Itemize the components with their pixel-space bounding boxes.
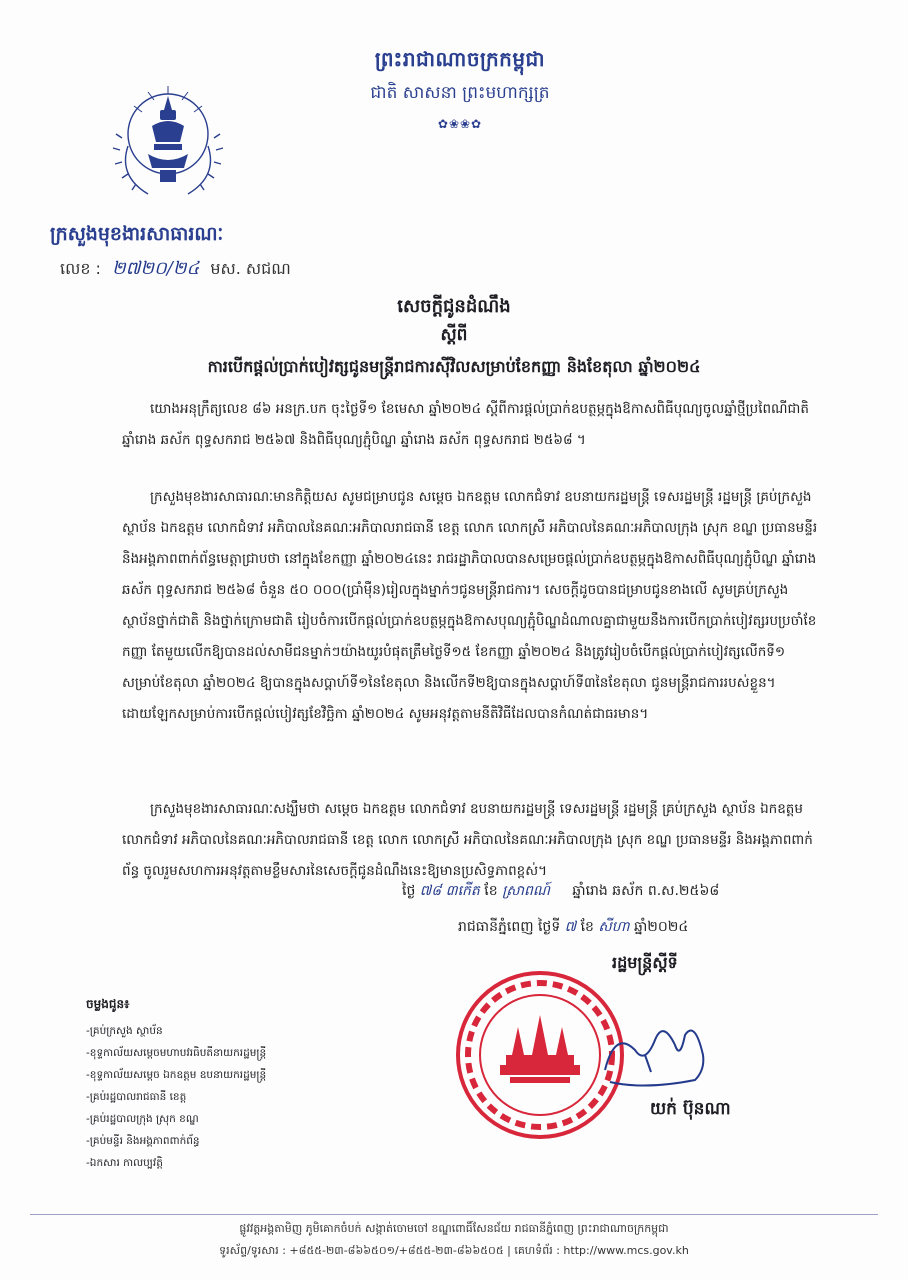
cc-item: -គ្រប់មន្ទីរ និងអង្គភាពពាក់ព័ន្ធ xyxy=(86,1135,200,1147)
notice-subject-label: ស្តីពី xyxy=(440,325,468,345)
kingdom-header xyxy=(330,46,590,131)
footer-divider xyxy=(30,1214,878,1215)
footer-address: ផ្លូវវត្តអង្គតាមិញ ភូមិគោកចំបក់ សង្កាត់ចោមចៅ ខណ្ឌពោធិ៍សែនជ័យ រាជធានីភ្នំពេញ ព្រះរាជាណាចក្រកម្ពុជា xyxy=(239,1222,669,1235)
reference-number xyxy=(60,256,291,283)
lunar-year: ឆ្នាំរោង ឆស័ក ព.ស.២៥៦៨ xyxy=(572,883,720,899)
header-ornament: ✿❀❀✿ xyxy=(437,117,483,131)
cc-item: -ឯកសារ កាលប្បវត្តិ xyxy=(86,1157,163,1169)
cc-title: ចម្លងជូន៖ xyxy=(86,997,130,1011)
reference-suffix: មស. សជណ xyxy=(210,259,291,278)
solar-month: សីហា xyxy=(598,919,630,935)
lunar-month-prefix: ខែ xyxy=(484,883,498,899)
paragraph-reference xyxy=(122,394,822,456)
lunar-month: ស្រាពណ៍ xyxy=(502,883,550,899)
signatory-title: រដ្ឋមន្ត្រីស្តីទី xyxy=(612,953,678,972)
footer-contact: ទូរស័ព្ទ/ទូរសារ : +៨៥៥-២៣-៨៦៦៥០១/+៨៥៥-២៣-៨៦៦៥០៥ | គេហទំព័រ : http://www.mcs.gov.kh xyxy=(219,1244,689,1257)
cc-item: -គ្រប់រដ្ឋបាលក្រុង ស្រុក ខណ្ឌ xyxy=(86,1113,199,1125)
reference-label: លេខ : xyxy=(60,259,101,278)
cc-item: -ខុទ្ទកាល័យសម្តេច ឯកឧត្តម ឧបនាយករដ្ឋមន្ត្រី xyxy=(86,1069,267,1081)
notice-subject: ការបើកផ្តល់ប្រាក់បៀវត្សជូនមន្ត្រីរាជការស៊ីវិលសម្រាប់ខែកញ្ញា និងខែតុលា ឆ្នាំ២០២៤ xyxy=(207,357,701,376)
nation-line: ជាតិ សាសនា ព្រះមហាក្សត្រ xyxy=(370,83,550,103)
cc-item: -ខុទ្ទកាល័យសម្តេចមហាបវរធិបតីនាយករដ្ឋមន្ត្រី xyxy=(86,1047,267,1059)
handwritten-signature-icon xyxy=(585,1010,725,1100)
solar-date xyxy=(458,917,688,938)
paragraph-closing xyxy=(122,794,822,887)
reference-handwritten-number: ២៧២០/២៤ xyxy=(112,258,200,279)
cc-list xyxy=(86,1020,266,1174)
paragraph-main xyxy=(122,482,822,730)
paragraph-1-text: យោងអនុក្រឹត្យលេខ ៨៦ អនក្រ.បក ចុះថ្ងៃទី១ ខែមេសា ឆ្នាំ២០២៤ ស្តីពីការផ្តល់ប្រាក់ឧបត្ថម្ភក្នុងឱកាសពិធីបុណ្យចូលឆ្នាំថ្មីប្រពៃណីជាតិ ឆ្នាំរោង ឆស័ក ពុទ្ធសករាជ ២៥៦៧ និងពិធីបុណ្យភ្ជុំបិណ្ឌ ឆ្នាំរោង ឆស័ក ពុទ្ធសករាជ ២៥៦៨ ។ xyxy=(122,401,809,448)
lunar-day: ៧៨ ៣កើត xyxy=(419,883,480,899)
kingdom-line: ព្រះរាជាណាចក្រកម្ពុជា xyxy=(374,47,546,71)
lunar-prefix: ថ្ងៃ xyxy=(402,883,416,899)
ministry-name: ក្រសួងមុខងារសាធារណៈ xyxy=(50,223,224,245)
notice-title: សេចក្តីជូនដំណឹង xyxy=(397,296,511,317)
paragraph-2-text: ក្រសួងមុខងារសាធារណៈមានកិត្តិយស សូមជម្រាបជូន សម្តេច ឯកឧត្តម លោកជំទាវ ឧបនាយករដ្ឋមន្ត្រី ទេសរដ្ឋមន្ត្រី រដ្ឋមន្ត្រី គ្រប់ក្រសួង ស្ថាប័ន ឯកឧត្តម លោកជំទាវ អភិបាលនៃគណៈអភិបាលរាជធានី ខេត្ត លោក លោកស្រី អភិបាលនៃគណៈអភិបាលក្រុង ស្រុក ខណ្ឌ ប្រធានមន្ទីរ និងអង្គភាពពាក់ព័ន្ធមេត្តាជ្រាបថា នៅក្នុងខែកញ្ញា ឆ្នាំ២០២៤នេះ រាជរដ្ឋាភិបាលបានសម្រេចផ្តល់ប្រាក់ឧបត្ថម្ភក្នុងឱកាសពិធីបុណ្យភ្ជុំបិណ្ឌ ឆ្នាំរោង ឆស័ក ពុទ្ធសករាជ ២៥៦៨ ចំនួន ៥០ ០០០(ប្រាំម៉ឺន)រៀលក្នុងម្នាក់ៗជូនមន្ត្រីរាជការ។ សេចក្តីដូចបានជម្រាបជូនខាងលើ សូមគ្រប់ក្រសួង ស្ថាប័នថ្នាក់ជាតិ និងថ្នាក់ក្រោមជាតិ រៀបចំការបើកផ្តល់ប្រាក់ឧបត្ថម្ភក្នុងឱកាសបុណ្យភ្ជុំបិណ្ឌដំណាលគ្នាជាមួយនឹងការបើកប្រាក់បៀវត្សរបប្រចាំខែកញ្ញា តែមួយលើកឱ្យបានដល់សាមីជនម្នាក់ៗយ៉ាងយូរបំផុតត្រឹមថ្ងៃទី១៥ ខែកញ្ញា ឆ្នាំ២០២៤ និងត្រូវរៀបចំបើកផ្តល់ប្រាក់បៀវត្សលើកទី១ សម្រាប់ខែតុលា ឆ្នាំ២០២៤ ឱ្យបានក្នុងសប្តាហ៍ទី១នៃខែតុលា និងលើកទី២ឱ្យបានក្នុងសប្តាហ៍ទី៣នៃខែតុលា ជូនមន្ត្រីរាជការរបស់ខ្លួន។ ដោយឡែកសម្រាប់ការបើកផ្តល់បៀវត្សខែវិច្ឆិកា ឆ្នាំ២០២៤ សូមអនុវត្តតាមនីតិវិធីដែលបានកំណត់ជាធរមាន។ xyxy=(122,489,818,722)
royal-emblem-icon xyxy=(108,76,228,206)
solar-month-prefix: ខែ xyxy=(580,919,594,935)
lunar-date xyxy=(402,881,719,902)
cc-item: -គ្រប់រដ្ឋបាលរាជធានី ខេត្ត xyxy=(86,1091,187,1103)
cc-item: -គ្រប់ក្រសួង ស្ថាប័ន xyxy=(86,1025,163,1037)
solar-year: ឆ្នាំ២០២៤ xyxy=(633,919,689,935)
signatory-name: យក់ ប៊ុនណា xyxy=(650,1099,731,1119)
solar-day: ៧ xyxy=(564,919,577,935)
solar-prefix: រាជធានីភ្នំពេញ ថ្ងៃទី xyxy=(458,919,561,935)
paragraph-3-text: ក្រសួងមុខងារសាធារណៈសង្ឃឹមថា សម្តេច ឯកឧត្តម លោកជំទាវ ឧបនាយករដ្ឋមន្ត្រី ទេសរដ្ឋមន្ត្រី រដ្ឋមន្ត្រី គ្រប់ក្រសួង ស្ថាប័ន ឯកឧត្តម លោកជំទាវ អភិបាលនៃគណៈអភិបាលរាជធានី ខេត្ត លោក លោកស្រី អភិបាលនៃគណៈអភិបាលក្រុង ស្រុក ខណ្ឌ ប្រធានមន្ទីរ និងអង្គភាពពាក់ព័ន្ធ ចូលរួមសហការអនុវត្តតាមខ្លឹមសារនៃសេចក្តីជូនដំណឹងនេះឱ្យមានប្រសិទ្ធភាពខ្ពស់។ xyxy=(122,801,813,879)
